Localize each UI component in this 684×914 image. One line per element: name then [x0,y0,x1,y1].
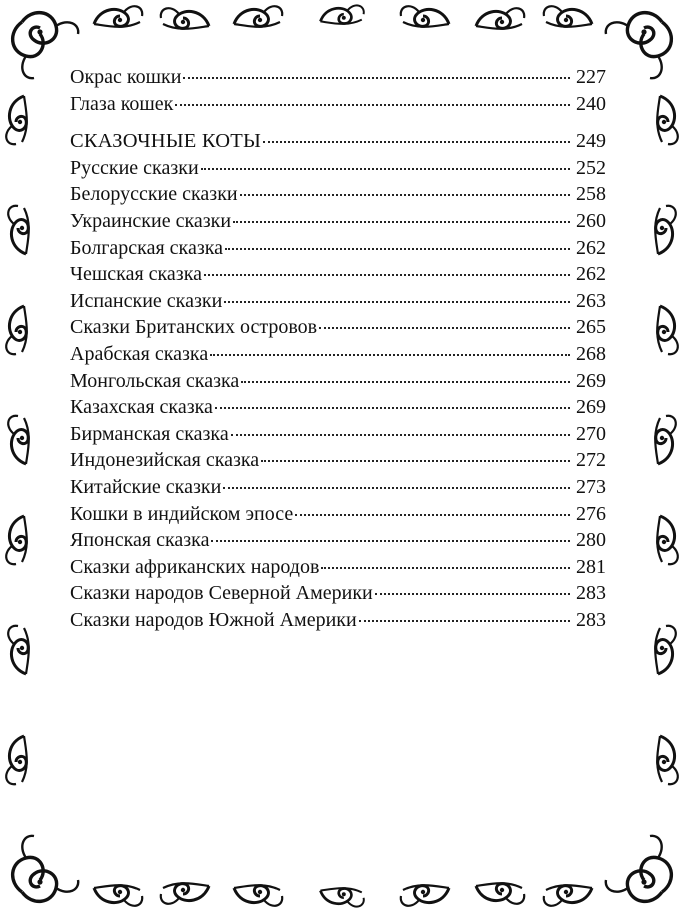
toc-entry-page-number: 272 [576,449,606,472]
toc-entry [70,210,606,237]
toc-entry-title: СКАЗОЧНЫЕ КОТЫ [70,130,262,153]
toc-entry-title: Чешская сказка [70,263,203,286]
dot-leader [210,354,570,356]
dot-leader [375,593,570,595]
toc-entry-title: Украинские сказки [70,209,232,232]
corner-flourish-top-left-icon [13,13,79,79]
toc-entry-title: Окрас кошки [70,66,182,88]
toc-entry-page-number: 240 [576,92,606,115]
toc-entry [70,370,606,397]
toc-entry-title: Казахская сказка [70,396,213,419]
dot-leader [183,77,570,79]
toc-entry [70,582,606,609]
dot-leader [261,460,570,462]
toc-entry [70,237,606,264]
corner-flourish-top-right-icon [606,13,672,79]
toc-entry-title: Японская сказка [70,529,210,552]
toc-entry-page-number: 276 [576,502,606,525]
corner-flourish-bottom-left-icon [13,836,79,902]
left-border-flourishes-icon [6,96,29,784]
dot-leader [295,514,570,516]
toc-entry-title: Арабская сказка [70,342,209,365]
toc-entry [70,343,606,370]
toc-entry-page-number: 258 [576,183,606,206]
toc-entry-title: Бирманская сказка [70,422,229,445]
toc-entry [70,93,606,120]
toc-entry [70,529,606,556]
toc-entry-page-number: 252 [576,156,606,179]
dot-leader [321,567,570,569]
toc-entry [70,316,606,343]
dot-leader [241,381,570,383]
toc-entry [70,157,606,184]
toc-entry [70,183,606,210]
bottom-border-flourishes-icon [94,883,592,906]
toc-entry-page-number: 227 [576,66,606,88]
toc-entry-page-number: 280 [576,529,606,552]
toc-entry-title: Китайские сказки [70,475,222,498]
toc-entry-page-number: 263 [576,289,606,312]
right-border-flourishes-icon [655,96,678,784]
toc-entry-page-number: 270 [576,422,606,445]
toc-section-heading [70,130,606,157]
toc-entry-page-number: 260 [576,209,606,232]
dot-leader [319,327,570,329]
toc-entry-page-number: 262 [576,236,606,259]
toc-entry-title: Русские сказки [70,156,199,179]
toc-entry-title: Монгольская сказка [70,369,240,392]
dot-leader [175,104,570,106]
dot-leader [204,274,570,276]
toc-entry [70,290,606,317]
dot-leader [263,141,570,143]
top-border-flourishes-icon [94,5,592,28]
dot-leader [233,221,570,223]
toc-entry-title: Глаза кошек [70,92,174,115]
toc-entry [70,423,606,450]
toc-entry [70,476,606,503]
toc-entry-title: Белорусские сказки [70,183,238,206]
toc-entry-page-number: 283 [576,608,606,631]
toc-entry-page-number: 273 [576,475,606,498]
dot-leader [215,407,570,409]
dot-leader [224,301,570,303]
toc-entry [70,449,606,476]
toc-entry-page-number: 262 [576,263,606,286]
toc-entry-title: Болгарская сказка [70,236,224,259]
toc-entry-title: Индонезийская сказка [70,449,260,472]
toc-entry-title: Сказки африканских народов [70,555,320,578]
toc-entry-page-number: 269 [576,396,606,419]
dot-leader [240,194,570,196]
toc-entry-page-number: 249 [576,130,606,153]
toc-entry-page-number: 268 [576,342,606,365]
toc-entry-title: Испанские сказки [70,289,223,312]
toc-entry-title: Сказки Британских островов [70,316,318,339]
corner-flourish-bottom-right-icon [606,836,672,902]
dot-leader [211,540,570,542]
dot-leader [223,487,570,489]
toc-entry-page-number: 283 [576,582,606,605]
dot-leader [225,248,570,250]
toc-entry [70,396,606,423]
dot-leader [231,434,570,436]
toc-entry [70,263,606,290]
toc-entry-title: Кошки в индийском эпосе [70,502,294,525]
toc-entry-title: Сказки народов Южной Америки [70,608,357,631]
toc-entry-page-number: 265 [576,316,606,339]
toc-entry-title: Сказки народов Северной Америки [70,582,373,605]
toc-entry [70,609,606,636]
dot-leader [359,620,570,622]
dot-leader [201,168,570,170]
toc-entry-page-number: 281 [576,555,606,578]
table-of-contents [70,66,606,635]
toc-entry [70,556,606,583]
toc-entry [70,66,606,93]
toc-entry [70,503,606,530]
toc-entry-page-number: 269 [576,369,606,392]
